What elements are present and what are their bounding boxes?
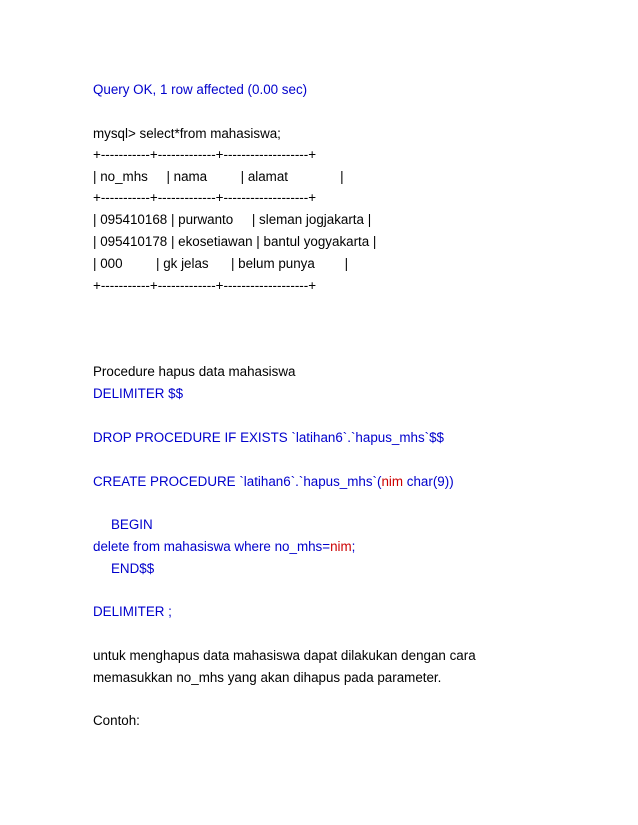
create-prefix: CREATE PROCEDURE `latihan6`.`hapus_mhs`( [93,474,382,489]
delete-param: nim [330,539,352,554]
delete-suffix: ; [351,539,356,554]
table-row: | 095410178 | ekosetiawan | bantul yogyakarta | [93,234,377,249]
create-param: nim [381,474,404,489]
code-drop-statement: DROP PROCEDURE IF EXISTS `latihan6`.`hapus_mhs`$$ [93,430,445,445]
select-command: mysql> select*from mahasiswa; [93,126,281,141]
code-delimiter-open: DELIMITER $$ [93,386,184,401]
code-delete-statement [93,539,355,555]
procedure-title: Procedure hapus data mahasiswa [93,364,296,379]
code-end: END$$ [111,561,155,576]
delete-prefix: delete from mahasiswa where no_mhs= [93,539,331,554]
table-header: | no_mhs | nama | alamat | [93,169,344,184]
code-delimiter-close: DELIMITER ; [93,604,172,619]
table-border-top: +-----------+-------------+-------------------+ [93,147,317,162]
explanation-line-1: untuk menghapus data mahasiswa dapat dilakukan dengan cara [93,648,476,663]
create-suffix: char(9)) [403,474,454,489]
code-begin: BEGIN [111,517,153,532]
table-row: | 000 | gk jelas | belum punya | [93,256,349,271]
explanation-line-2: memasukkan no_mhs yang akan dihapus pada parameter. [93,670,442,685]
table-row: | 095410168 | purwanto | sleman jogjakarta | [93,212,372,227]
table-border-header: +-----------+-------------+-------------------+ [93,190,317,205]
example-label: Contoh: [93,713,140,728]
query-result-text: Query OK, 1 row affected (0.00 sec) [93,82,308,97]
code-create-statement [93,474,454,490]
table-border-bottom: +-----------+-------------+-------------------+ [93,278,317,293]
